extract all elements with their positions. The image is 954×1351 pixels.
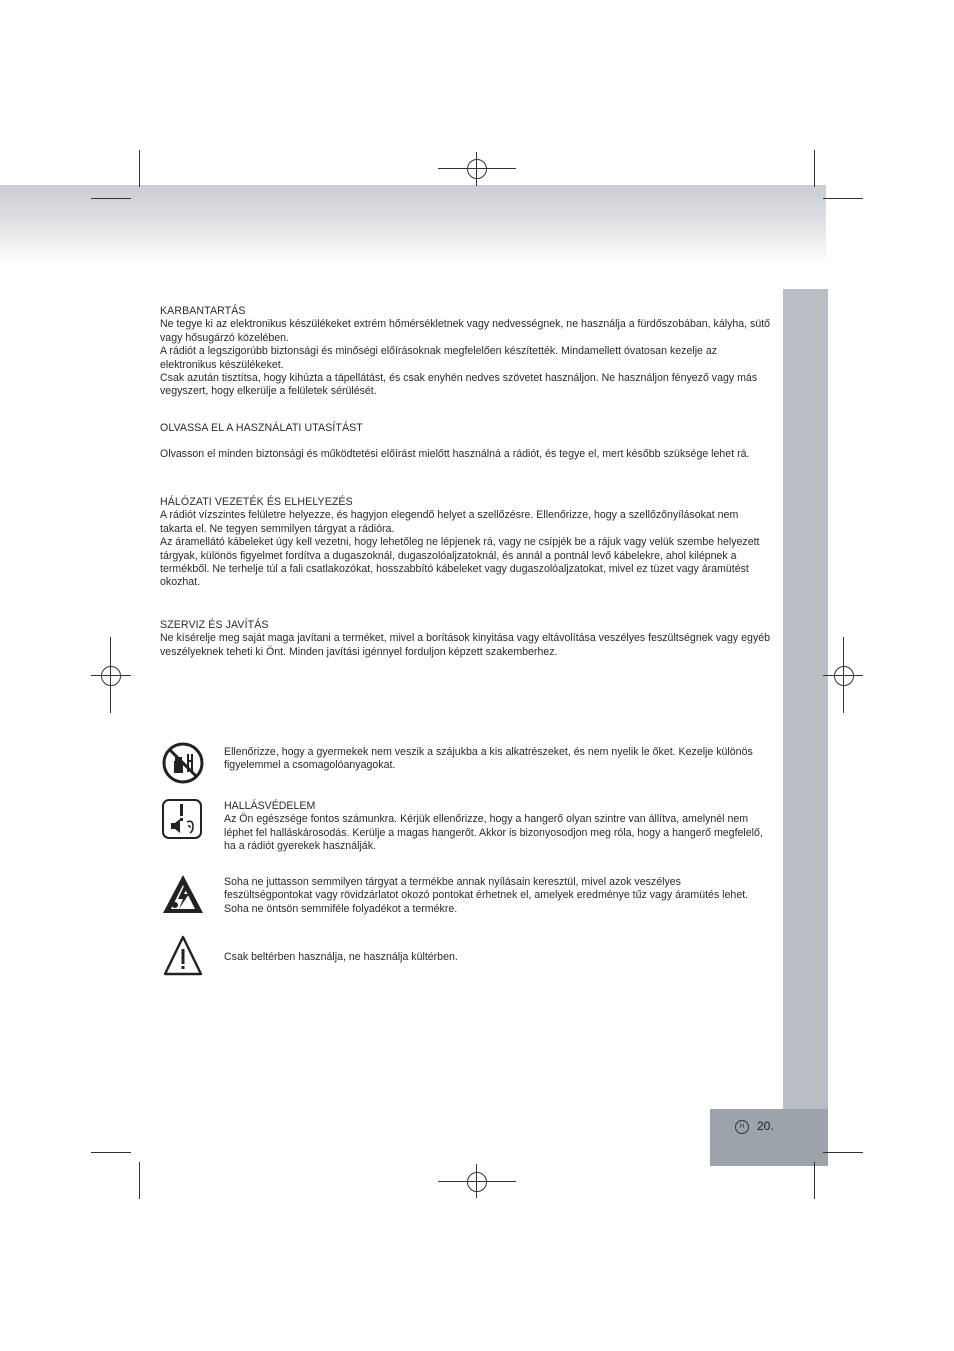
section-maintenance [160,305,772,399]
language-mark-icon: H [735,1120,749,1134]
note-heading: HALLÁSVÉDELEM [224,800,316,812]
paragraph: Ne kísérelje meg saját maga javítani a terméket, mivel a borítások kinyitása vagy eltávolítása veszélyes feszültségnek vagy egyéb veszélyeknek teheti ki Önt. Minden javítási igénnyel forduljon képzett szakemberhez. [160,632,771,658]
section-heading: HÁLÓZATI VEZETÉK ÉS ELHELYEZÉS [160,496,353,508]
note-objects: Soha ne juttasson semmilyen tárgyat a termékbe annak nyílásain keresztül, mivel azok veszélyes feszültségpontokat vagy rövidzárlatot okozó pontokat érhetnek el, amelyek eredménye tűz vagy áramütés lehet. Soha ne öntsön semmiféle folyadékot a termékre. [224,876,749,915]
hearing-protection-icon [161,798,205,842]
note-children: Ellenőrizze, hogy a gyermekek nem veszik a szájukba a kis alkatrészeket, és nem nyelik le őket. Kezelje különös figyelemmel a csomagolóanyagokat. [224,746,753,772]
header-band [0,185,826,265]
paragraph: A rádiót vízszintes felületre helyezze, és hagyjon elegendő helyet a szellőzésre. Ellenőrizze, hogy a szellőzőnyílásokat nem takarta el. Ne tegyen semmilyen tárgyat a rádióra. [160,509,739,535]
page-number-tab [710,1109,828,1166]
section-heading: SZERVIZ ÉS JAVÍTÁS [160,619,269,631]
section-read-instructions [160,422,772,462]
paragraph: A rádiót a legszigorúbb biztonsági és minőségi előírásoknak megfelelően készítették. Mindamellett óvatosan kezelje az elektronikus készülékeket. [160,345,718,371]
note-hearing [224,800,772,854]
paragraph: Az áramellátó kábeleket úgy kell vezetni, hogy lehetőleg ne lépjenek rá, vagy ne csípjék be a rájuk vagy velük szembe helyezett tárgyak, különös figyelmet fordítva a dugaszoknál, dugaszolóaljzatoknál, és annál a pontnál levő kábelekre, ahol kilépnek a termékből. Ne terhelje túl a fali csatlakozókat, hosszabbító kábeleket vagy dugaszolóaljzatokat, mivel ez tüzet vagy áramütést okozhat. [160,536,760,589]
paragraph: Ne tegye ki az elektronikus készülékeket extrém hőmérsékletnek vagy nedvességnek, ne használja a fürdőszobában, kályha, sütő vagy hősugárzó közelében. [160,318,771,344]
section-power-cord [160,496,772,590]
no-children-icon [161,741,205,785]
note-text: Az Ön egészsége fontos számunkra. Kérjük ellenőrizze, hogy a hangerő olyan szintre van állítva, amelynél nem léphet fel halláskárosodás. Kerülje a magas hangerőt. Akkor is bizonyosodjon meg róla, hogy a hangerő megfelelő, ha a rádiót gyerekek használják. [224,813,763,853]
paragraph: Csak azután tisztítsa, hogy kihúzta a tápellátást, és csak enyhén nedves szövetet használjon. Ne használjon fényező vagy más vegyszert, hogy elkerülje a felületek sérülését. [160,372,758,398]
electric-hazard-icon [161,872,205,916]
section-heading: OLVASSA EL A HASZNÁLATI UTASÍTÁST [160,422,363,434]
page-number: 20. [757,1119,774,1133]
section-service [160,619,772,659]
section-heading: KARBANTARTÁS [160,305,246,317]
paragraph: Olvasson el minden biztonsági és működtetési előírást mielőtt használná a rádiót, és tegye el, mert később szüksége lehet rá. [160,448,750,461]
warning-triangle-icon [161,933,205,977]
side-strip [783,289,828,1109]
note-indoor: Csak beltérben használja, ne használja kültérben. [224,951,458,963]
